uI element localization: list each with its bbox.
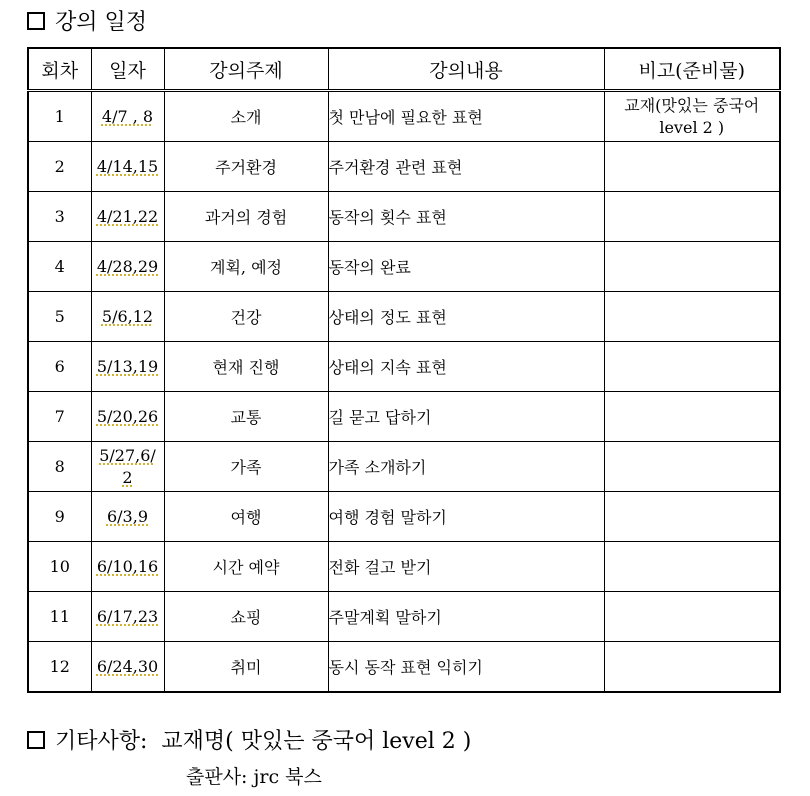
header-date: 일자 <box>91 48 164 91</box>
session-content: 여행 경험 말하기 <box>328 492 604 542</box>
session-note <box>604 242 780 292</box>
session-number: 10 <box>28 542 91 592</box>
session-content: 상태의 지속 표현 <box>328 342 604 392</box>
session-note <box>604 342 780 392</box>
table-row <box>28 442 780 492</box>
session-content: 상태의 정도 표현 <box>328 292 604 342</box>
session-number: 11 <box>28 592 91 642</box>
session-note <box>604 142 780 192</box>
session-number: 2 <box>28 142 91 192</box>
header-topic: 강의주제 <box>164 48 328 91</box>
session-date-cell <box>91 442 164 492</box>
session-date-cell <box>91 142 164 192</box>
table-body <box>28 91 780 693</box>
session-date: 6/3,9 <box>106 506 148 526</box>
session-content: 주거환경 관련 표현 <box>328 142 604 192</box>
session-number: 5 <box>28 292 91 342</box>
session-topic: 과거의 경험 <box>164 192 328 242</box>
session-number: 7 <box>28 392 91 442</box>
session-topic: 현재 진행 <box>164 342 328 392</box>
section-heading-schedule <box>27 5 147 36</box>
session-date: 5/27,6/2 <box>99 445 156 487</box>
session-content: 가족 소개하기 <box>328 442 604 492</box>
notes-label: 기타사항: <box>55 729 148 754</box>
session-note <box>604 192 780 242</box>
session-topic: 쇼핑 <box>164 592 328 642</box>
header-session: 회차 <box>28 48 91 91</box>
session-topic: 가족 <box>164 442 328 492</box>
table-row <box>28 592 780 642</box>
session-note <box>604 592 780 642</box>
session-date-cell <box>91 392 164 442</box>
session-date-cell <box>91 642 164 693</box>
session-date: 5/13,19 <box>96 356 159 376</box>
session-date-cell <box>91 192 164 242</box>
session-content: 동시 동작 표현 익히기 <box>328 642 604 693</box>
session-topic: 계획, 예정 <box>164 242 328 292</box>
table-row <box>28 492 780 542</box>
session-topic: 시간 예약 <box>164 542 328 592</box>
session-date: 5/20,26 <box>96 406 159 426</box>
session-note <box>604 292 780 342</box>
session-date: 6/24,30 <box>96 656 159 676</box>
session-topic: 소개 <box>164 91 328 142</box>
table-row <box>28 142 780 192</box>
session-number: 12 <box>28 642 91 693</box>
session-note <box>604 392 780 442</box>
session-date-cell <box>91 91 164 142</box>
session-date-cell <box>91 592 164 642</box>
session-date: 4/21,22 <box>96 206 159 226</box>
table-row <box>28 642 780 693</box>
session-date-cell <box>91 292 164 342</box>
table-row <box>28 292 780 342</box>
session-number: 6 <box>28 342 91 392</box>
session-topic: 교통 <box>164 392 328 442</box>
publisher-info: 출판사: jrc 북스 <box>186 766 322 788</box>
session-note <box>604 542 780 592</box>
table-row <box>28 342 780 392</box>
session-date: 6/10,16 <box>96 556 159 576</box>
session-date: 4/7 , 8 <box>101 106 154 126</box>
session-content: 첫 만남에 필요한 표현 <box>328 91 604 142</box>
session-topic: 주거환경 <box>164 142 328 192</box>
table-row <box>28 542 780 592</box>
checkbox-icon <box>27 12 45 30</box>
session-date: 5/6,12 <box>101 306 154 326</box>
header-note: 비고(준비물) <box>604 48 780 91</box>
session-topic: 취미 <box>164 642 328 693</box>
session-content: 주말계획 말하기 <box>328 592 604 642</box>
session-number: 4 <box>28 242 91 292</box>
session-note <box>604 442 780 492</box>
session-date: 6/17,23 <box>96 606 159 626</box>
session-date-cell <box>91 342 164 392</box>
schedule-table <box>27 47 781 693</box>
table-header-row <box>28 48 780 91</box>
session-date: 4/14,15 <box>96 156 159 176</box>
session-number: 9 <box>28 492 91 542</box>
session-topic: 건강 <box>164 292 328 342</box>
textbook-info: 교재명( 맛있는 중국어 level 2 ) <box>161 729 472 754</box>
schedule-title: 강의 일정 <box>55 10 148 35</box>
table-row <box>28 91 780 142</box>
session-content: 전화 걸고 받기 <box>328 542 604 592</box>
table-row <box>28 392 780 442</box>
session-note: 교재(맛있는 중국어 level 2 ) <box>604 91 780 142</box>
header-content: 강의내용 <box>328 48 604 91</box>
session-date-cell <box>91 542 164 592</box>
session-date-cell <box>91 242 164 292</box>
session-note <box>604 642 780 693</box>
table-row <box>28 242 780 292</box>
section-heading-notes <box>27 724 471 755</box>
session-note <box>604 492 780 542</box>
session-date: 4/28,29 <box>96 256 159 276</box>
session-content: 동작의 횟수 표현 <box>328 192 604 242</box>
checkbox-icon <box>27 731 45 749</box>
session-number: 1 <box>28 91 91 142</box>
session-content: 길 묻고 답하기 <box>328 392 604 442</box>
session-number: 8 <box>28 442 91 492</box>
session-date-cell <box>91 492 164 542</box>
session-number: 3 <box>28 192 91 242</box>
session-content: 동작의 완료 <box>328 242 604 292</box>
table-row <box>28 192 780 242</box>
session-topic: 여행 <box>164 492 328 542</box>
